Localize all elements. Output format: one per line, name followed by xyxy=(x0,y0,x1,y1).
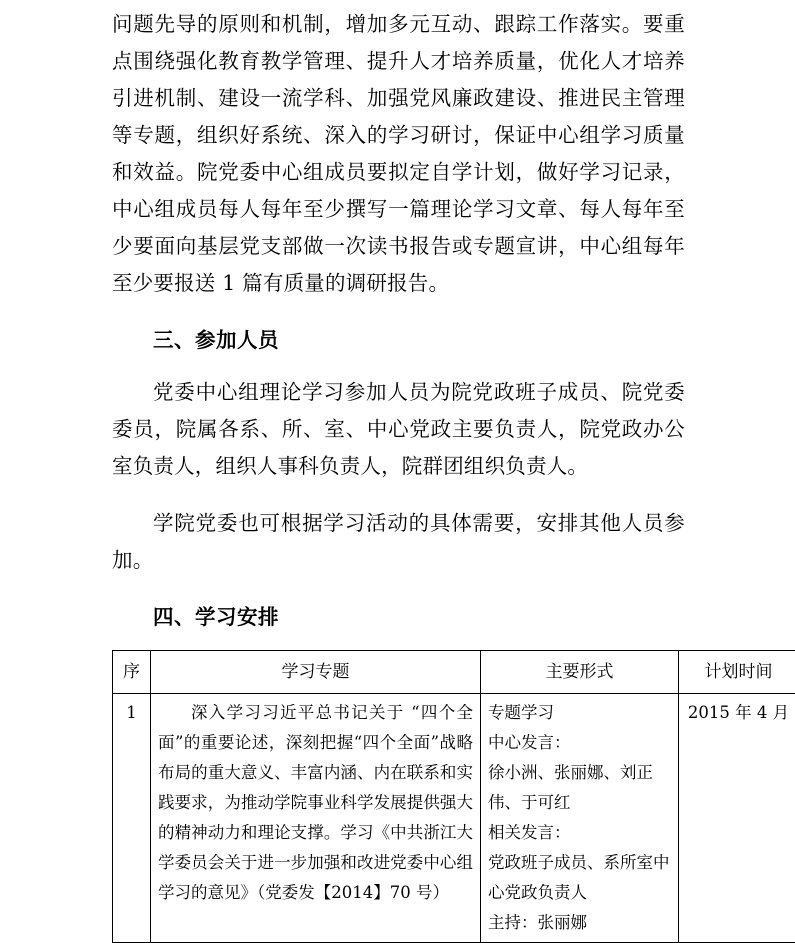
section-three-paragraph-1: 党委中心组理论学习参加人员为院党政班子成员、院党委委员，院属各系、所、室、中心党政主要负责人，院党政办公室负责人，组织人事科负责人，院群团组织负责人。 xyxy=(112,374,685,485)
spacer xyxy=(112,579,685,599)
column-header-time: 计划时间 xyxy=(679,651,795,694)
column-header-form: 主要形式 xyxy=(481,651,679,694)
table-body xyxy=(113,694,795,943)
cell-topic: 深入学习习近平总书记关于 “四个全面”的重要论述，深刻把握“四个全面”战略布局的重大意义、丰富内涵、内在联系和实践要求，为推动学院事业科学发展提供强大的精神动力和理论支撑。学习《中共浙江大学委员会关于进一步加强和改进党委中心组学习的意见》（党委发【2014】70 号） xyxy=(151,694,481,943)
spacer xyxy=(112,485,685,505)
cell-seq: 1 xyxy=(113,694,151,943)
section-heading-four: 四、学习安排 xyxy=(112,599,685,636)
form-line-1: 专题学习 xyxy=(488,698,671,728)
form-line-2: 中心发言： xyxy=(488,728,671,758)
form-line-4: 相关发言： xyxy=(488,818,671,848)
cell-time: 2015 年 4 月 xyxy=(679,694,795,943)
column-header-seq: 序 xyxy=(113,651,151,694)
table-header xyxy=(113,651,795,694)
table-row xyxy=(113,694,795,943)
form-line-5: 党政班子成员、系所室中心党政负责人 xyxy=(488,848,671,908)
column-header-topic: 学习专题 xyxy=(151,651,481,694)
form-line-6: 主持：张丽娜 xyxy=(488,908,671,938)
cell-form xyxy=(481,694,679,943)
body-paragraph-continued: 问题先导的原则和机制，增加多元互动、跟踪工作落实。要重点围绕强化教育教学管理、提升人才培养质量，优化人才培养引进机制、建设一流学科、加强党风廉政建设、推进民主管理等专题，组织好系统、深入的学习研讨，保证中心组学习质量和效益。院党委中心组成员要拟定自学计划，做好学习记录，中心组成员每人每年至少撰写一篇理论学习文章、每人每年至少要面向基层党支部做一次读书报告或专题宣讲，中心组每年至少要报送 1 篇有质量的调研报告。 xyxy=(112,6,685,302)
form-line-3: 徐小洲、张丽娜、刘正伟、于可红 xyxy=(488,758,671,818)
section-three-paragraph-2: 学院党委也可根据学习活动的具体需要，安排其他人员参加。 xyxy=(112,505,685,579)
table-header-row xyxy=(113,651,795,694)
study-schedule-table xyxy=(112,650,795,943)
spacer xyxy=(112,302,685,322)
spacer xyxy=(112,359,685,374)
section-heading-three: 三、参加人员 xyxy=(112,322,685,359)
